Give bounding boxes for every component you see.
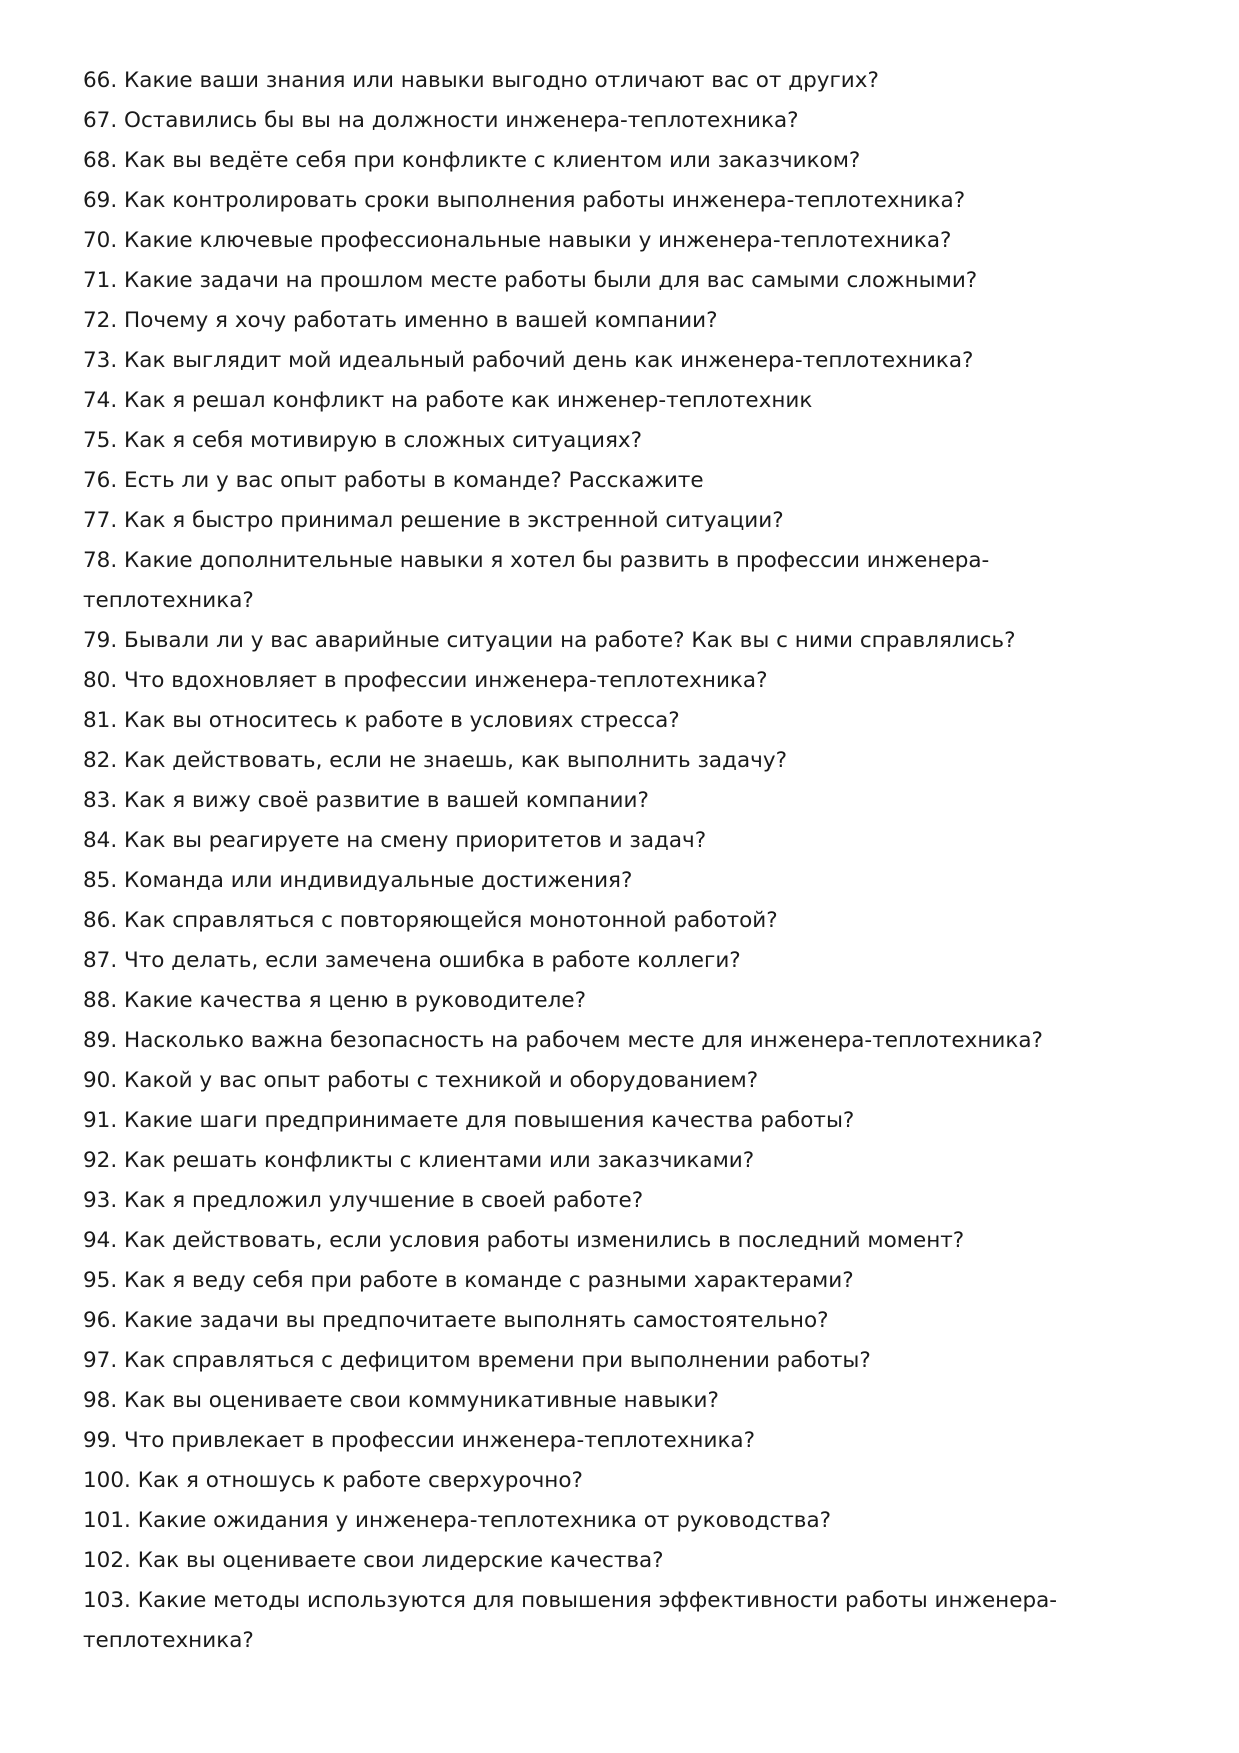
question-item: 91. Какие шаги предпринимаете для повышения качества работы?	[83, 1108, 855, 1133]
question-item: 102. Как вы оцениваете свои лидерские качества?	[83, 1548, 664, 1573]
question-item: 99. Что привлекает в профессии инженера-теплотехника?	[83, 1428, 756, 1453]
question-item: 69. Как контролировать сроки выполнения работы инженера-теплотехника?	[83, 188, 966, 213]
question-item: 66. Какие ваши знания или навыки выгодно отличают вас от других?	[83, 68, 879, 93]
question-item: 103. Какие методы используются для повышения эффективности работы инженера-теплотехника?	[83, 1588, 1058, 1653]
question-item: 75. Как я себя мотивирую в сложных ситуациях?	[83, 428, 643, 453]
question-item: 71. Какие задачи на прошлом месте работы были для вас самыми сложными?	[83, 268, 978, 293]
question-item: 74. Как я решал конфликт на работе как инженер-теплотехник	[83, 388, 813, 413]
question-item: 72. Почему я хочу работать именно в вашей компании?	[83, 308, 718, 333]
question-item: 101. Какие ожидания у инженера-теплотехника от руководства?	[83, 1508, 832, 1533]
question-item: 92. Как решать конфликты с клиентами или заказчиками?	[83, 1148, 755, 1173]
question-item: 95. Как я веду себя при работе в команде с разными характерами?	[83, 1268, 854, 1293]
question-item: 67. Оставились бы вы на должности инженера-теплотехника?	[83, 108, 799, 133]
question-item: 89. Насколько важна безопасность на рабочем месте для инженера-теплотехника?	[83, 1028, 1043, 1053]
question-item: 87. Что делать, если замечена ошибка в работе коллеги?	[83, 948, 741, 973]
question-item: 83. Как я вижу своё развитие в вашей компании?	[83, 788, 649, 813]
question-list	[83, 61, 1083, 1661]
question-item: 88. Какие качества я ценю в руководителе?	[83, 988, 587, 1013]
question-item: 82. Как действовать, если не знаешь, как выполнить задачу?	[83, 748, 787, 773]
question-item: 76. Есть ли у вас опыт работы в команде? Расскажите	[83, 468, 704, 493]
question-item: 70. Какие ключевые профессиональные навыки у инженера-теплотехника?	[83, 228, 952, 253]
question-item: 84. Как вы реагируете на смену приоритетов и задач?	[83, 828, 707, 853]
question-item: 78. Какие дополнительные навыки я хотел бы развить в профессии инженера-теплотехника?	[83, 548, 990, 613]
question-item: 98. Как вы оцениваете свои коммуникативные навыки?	[83, 1388, 719, 1413]
question-item: 79. Бывали ли у вас аварийные ситуации на работе? Как вы с ними справлялись?	[83, 628, 1016, 653]
question-item: 73. Как выглядит мой идеальный рабочий день как инженера-теплотехника?	[83, 348, 974, 373]
question-item: 86. Как справляться с повторяющейся монотонной работой?	[83, 908, 778, 933]
question-item: 80. Что вдохновляет в профессии инженера-теплотехника?	[83, 668, 768, 693]
question-item: 90. Какой у вас опыт работы с техникой и оборудованием?	[83, 1068, 759, 1093]
question-item: 77. Как я быстро принимал решение в экстренной ситуации?	[83, 508, 784, 533]
question-item: 96. Какие задачи вы предпочитаете выполнять самостоятельно?	[83, 1308, 829, 1333]
question-item: 97. Как справляться с дефицитом времени при выполнении работы?	[83, 1348, 871, 1373]
question-item: 68. Как вы ведёте себя при конфликте с клиентом или заказчиком?	[83, 148, 861, 173]
question-item: 81. Как вы относитесь к работе в условиях стресса?	[83, 708, 680, 733]
question-item: 93. Как я предложил улучшение в своей работе?	[83, 1188, 644, 1213]
question-item: 100. Как я отношусь к работе сверхурочно?	[83, 1468, 583, 1493]
question-item: 85. Команда или индивидуальные достижения?	[83, 868, 633, 893]
question-item: 94. Как действовать, если условия работы изменились в последний момент?	[83, 1228, 965, 1253]
